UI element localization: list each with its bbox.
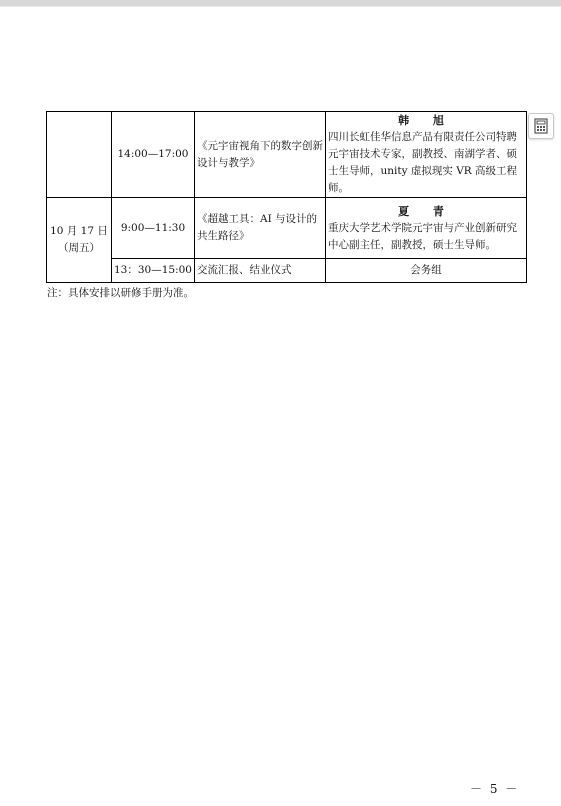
footnote: 注：具体安排以研修手册为准。 [47,287,194,299]
speaker-intro: 重庆大学艺术学院元宇宙与产业创新研究中心副主任，副教授，硕士生导师。 [327,221,517,251]
speaker-intro: 四川长虹佳华信息产品有限责任公司特聘元宇宙技术专家，副教授、南湖学者、硕士生导师，unity 虚拟现实 VR 高级工程师。 [327,131,518,194]
time-cell: 9:00—11:30 [112,198,195,259]
table-row [47,198,527,259]
date-cell [47,112,112,198]
schedule-table [46,111,527,283]
table-row [47,259,527,283]
table-row [47,112,527,198]
speaker-cell [325,198,526,259]
topic-cell: 《超越工具：AI 与设计的共生路径》 [194,198,325,259]
page-number: － 5 － [470,782,520,796]
speaker-name: 夏 青 [398,204,454,218]
time-cell: 14:00—17:00 [112,112,195,198]
speaker-cell: 会务组 [325,259,526,283]
speaker-name: 韩 旭 [398,114,454,127]
calculator-icon [534,118,548,134]
topic-cell: 《元宇宙视角下的数字创新设计与教学》 [194,112,325,198]
topic-cell: 交流汇报、结业仪式 [194,259,325,283]
time-cell: 13：30—15:00 [112,259,195,283]
calculator-button[interactable] [528,113,554,139]
top-edge-line [0,6,561,7]
date-cell: 10 月 17 日（周五） [47,198,112,283]
speaker-cell [325,112,526,198]
